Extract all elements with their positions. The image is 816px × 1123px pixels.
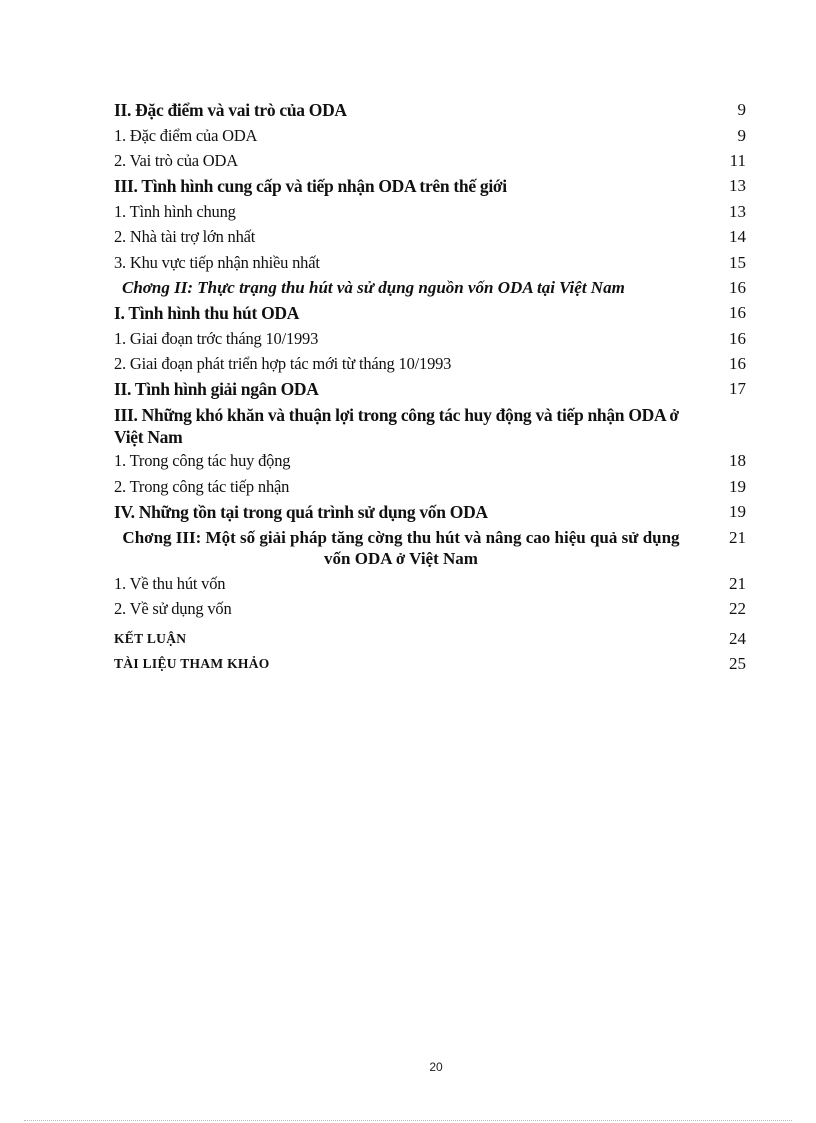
toc-entry[interactable] <box>114 151 746 176</box>
toc-entry[interactable] <box>114 574 746 599</box>
toc-entry[interactable] <box>114 502 746 527</box>
toc-entry-page: 21 <box>729 528 746 547</box>
toc-entry-title: Chơng II: Thực trạng thu hút và sử dụng nguồn vốn ODA tại Việt Nam <box>122 278 625 297</box>
toc-entry[interactable] <box>114 599 746 626</box>
toc-entry-title: III. Những khó khăn và thuận lợi trong công tác huy động và tiếp nhận ODA ở Việt Nam <box>114 405 679 447</box>
toc-entry[interactable] <box>114 253 746 278</box>
toc-entry-page: 14 <box>729 227 746 246</box>
toc-entry[interactable] <box>114 126 746 151</box>
toc-entry-page: 22 <box>729 599 746 618</box>
toc-entry-title: 2. Giai đoạn phát triển hợp tác mới từ tháng 10/1993 <box>114 354 452 373</box>
toc-entry[interactable] <box>114 176 746 202</box>
page-number: 20 <box>429 1060 443 1074</box>
toc-entry-title: 1. Giai đoạn trớc tháng 10/1993 <box>114 329 319 348</box>
toc-entry-title: 1. Tình hình chung <box>114 202 236 221</box>
toc-entry-title: 2. Nhà tài trợ lớn nhất <box>114 227 256 246</box>
toc-entry-title: II. Tình hình giải ngân ODA <box>114 379 319 399</box>
toc-entry[interactable] <box>114 379 746 404</box>
toc-entry-page: 11 <box>729 151 746 170</box>
toc-entry-page: 24 <box>729 628 746 648</box>
toc-entry-title: II. Đặc điểm và vai trò của ODA <box>114 100 347 120</box>
toc-entry[interactable] <box>114 227 746 253</box>
toc-entry[interactable] <box>114 100 746 126</box>
toc-entry[interactable] <box>114 651 746 676</box>
toc-entry-page: 16 <box>729 278 746 297</box>
toc-entry[interactable] <box>114 278 746 303</box>
toc-entry-page: 16 <box>729 329 746 348</box>
toc-entry[interactable] <box>114 329 746 354</box>
toc-entry[interactable] <box>114 303 746 329</box>
toc-entry-page: 15 <box>729 253 746 272</box>
toc-entry-page: 13 <box>729 202 746 221</box>
toc-entry-title: 1. Trong công tác huy động <box>114 451 291 470</box>
toc-entry-title: 2. Về sử dụng vốn <box>114 599 232 618</box>
toc-entry[interactable] <box>114 626 746 651</box>
toc-entry-page: 21 <box>729 574 746 593</box>
toc-entry-page: 19 <box>729 477 746 496</box>
toc-entry-page: 9 <box>737 100 746 119</box>
toc-entry-title: 2. Vai trò của ODA <box>114 151 238 170</box>
page-bottom-divider <box>24 1120 792 1121</box>
toc-entry-title: IV. Những tồn tại trong quá trình sử dụng vốn ODA <box>114 502 488 522</box>
toc-entry-page: 13 <box>729 176 746 195</box>
toc-entry[interactable] <box>114 354 746 379</box>
toc-entry[interactable] <box>114 477 746 502</box>
table-of-contents <box>114 100 746 676</box>
toc-entry-page: 19 <box>729 502 746 521</box>
toc-entry-page: 16 <box>729 303 746 322</box>
toc-entry-page: 16 <box>729 354 746 373</box>
toc-entry-title: III. Tình hình cung cấp và tiếp nhận ODA trên thế giới <box>114 176 507 196</box>
toc-entry[interactable] <box>114 451 746 477</box>
toc-entry-page: 9 <box>737 126 746 145</box>
toc-entry-title: 3. Khu vực tiếp nhận nhiều nhất <box>114 253 320 272</box>
toc-entry-page: 25 <box>729 653 746 673</box>
toc-entry-page: 18 <box>729 451 746 470</box>
toc-entry-title: I. Tình hình thu hút ODA <box>114 303 300 323</box>
toc-entry-title: 1. Đặc điểm của ODA <box>114 126 258 145</box>
toc-entry-title: TÀI LIỆU THAM KHẢO <box>114 655 270 671</box>
toc-entry-title: 2. Trong công tác tiếp nhận <box>114 477 290 496</box>
toc-entry-title: Chơng III: Một số giải pháp tăng cờng thu hút và nâng cao hiệu quả sử dụng vốn ODA ở Việt Nam <box>122 528 680 568</box>
toc-entry[interactable] <box>114 404 746 451</box>
toc-entry-title: 1. Về thu hút vốn <box>114 574 226 593</box>
toc-entry[interactable] <box>114 202 746 227</box>
toc-entry[interactable] <box>114 527 746 574</box>
toc-entry-page: 17 <box>729 379 746 398</box>
toc-entry-title: KẾT LUẬN <box>114 630 187 646</box>
